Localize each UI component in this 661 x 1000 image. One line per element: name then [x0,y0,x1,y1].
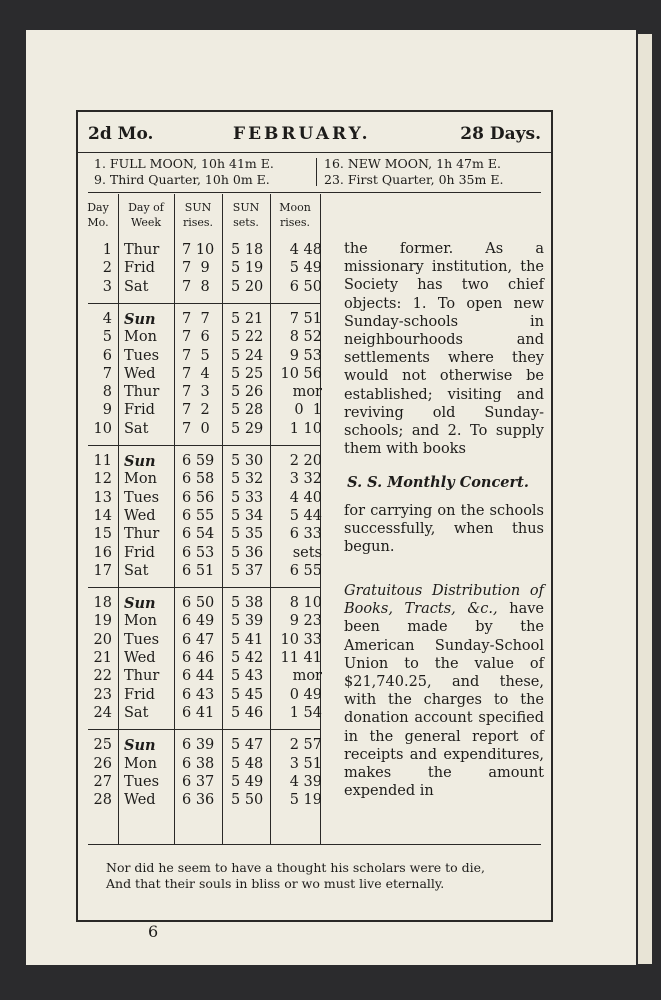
moonrise-time: 4 40 [289,489,322,506]
moonrise-time: 9 23 [289,613,322,630]
moonrise-time: 1 10 [289,420,322,437]
sunset-time: 5 26 [231,384,264,401]
moonrise-time: 2 20 [289,453,322,469]
sunset-time: 5 39 [231,613,264,630]
sunrise-time: 7 7 [182,310,210,327]
col-head-line: SUN [184,201,212,214]
calendar-frame [76,110,553,922]
sunrise-time: 7 8 [182,278,210,295]
calendar-row [78,421,320,439]
moonrise-time: 8 52 [289,329,322,346]
sunrise-time: 6 37 [182,773,215,790]
day-of-week: Mon [124,471,157,488]
sunset-time: 5 29 [231,420,264,437]
day-of-month: 13 [93,489,112,506]
sunrise-time: 6 53 [182,544,215,561]
day-of-month: 20 [93,631,112,648]
sunset-time: 5 20 [231,278,264,295]
day-of-month: 17 [93,562,112,579]
day-of-week: Mon [124,613,157,630]
moonrise-time: mor [292,384,322,401]
footer-rule [88,844,541,845]
week-separator [88,587,320,588]
verse-line: And that their souls in bliss or wo must live eternally. [106,876,445,891]
col-head-moonrise [270,200,320,230]
calendar-row [78,490,320,508]
sunset-time: 5 38 [231,595,264,612]
section-heading: S. S. Monthly Concert. [347,474,529,491]
sunrise-time: 7 3 [182,384,210,401]
month-name: FEBRUARY. [233,124,371,144]
moon-phase-line: 1. FULL MOON, 10h 41m E. [94,156,274,171]
moon-phases-right [324,156,503,188]
day-of-month: 28 [93,792,112,809]
calendar-row [78,311,320,329]
day-of-month: 5 [102,329,112,346]
moonrise-time: 6 55 [289,562,322,579]
moon-phases-left [94,156,274,188]
moonrise-time: 2 57 [289,737,322,754]
col-head-line: Moon [279,201,311,214]
calendar-row [78,705,320,723]
day-of-month: 1 [102,242,112,258]
calendar-row [78,687,320,705]
day-of-week: Frid [124,260,155,277]
day-of-week: Wed [124,650,156,666]
sunrise-time: 6 49 [182,613,215,630]
moonrise-time: 1 54 [289,704,322,721]
col-head-line: rises. [279,216,311,229]
day-of-week: Sat [124,278,149,295]
calendar-row [78,545,320,563]
moonrise-time: 5 44 [289,507,322,524]
moonrise-time: 6 50 [289,278,322,295]
day-of-week: Sat [124,562,149,579]
calendar-row [78,756,320,774]
sunset-time: 5 41 [231,631,264,648]
sunrise-time: 6 44 [182,668,215,685]
day-of-month: 11 [93,453,112,469]
calendar-row [78,384,320,402]
moonrise-time: 5 19 [289,792,322,809]
calendar-row [78,471,320,489]
sunset-time: 5 34 [231,507,264,524]
day-of-week: Wed [124,792,156,809]
sunrise-time: 7 9 [182,260,210,277]
sunset-time: 5 33 [231,489,264,506]
day-of-month: 7 [102,365,112,382]
moon-phase-line: 23. First Quarter, 0h 35m E. [324,172,504,187]
day-of-month: 9 [102,402,112,419]
day-of-week: Sun [124,595,156,613]
sunset-time: 5 43 [231,668,264,685]
paragraph-distribution [344,582,544,800]
sunset-time: 5 48 [231,755,264,772]
sunrise-time: 6 54 [182,526,215,543]
moonrise-time: 11 41 [280,650,322,666]
distribution-rest: have been made by the American Sunday-School Union to the value of $21,740.25, and these, with the charges to the donation account specified in the general report of receipts and expenditures, makes the amount expended in [344,601,544,800]
calendar-row [78,737,320,755]
page-number: 6 [148,922,159,941]
sunrise-time: 6 56 [182,489,215,506]
moonrise-time: sets [292,544,322,561]
sunrise-time: 7 2 [182,402,210,419]
calendar-row [78,632,320,650]
moonrise-time: 8 10 [289,595,322,612]
day-of-week: Sat [124,420,149,437]
day-of-week: Mon [124,329,157,346]
day-of-month: 14 [93,507,112,524]
col-head-sunset [222,200,270,230]
moonrise-time: 4 48 [289,242,322,258]
col-head-sunrise [174,200,222,230]
col-head-line: sets. [233,216,259,229]
day-of-month: 4 [102,310,112,327]
calendar-row [78,508,320,526]
moon-rule [88,192,541,193]
day-of-month: 2 [102,260,112,277]
sunrise-time: 6 51 [182,562,215,579]
sunset-time: 5 49 [231,773,264,790]
moonrise-time: 0 1 [294,402,322,419]
verse-line: Nor did he seem to have a thought his scholars were to die, [106,860,486,875]
calendar-row [78,668,320,686]
sunrise-time: 6 58 [182,471,215,488]
calendar-row [78,329,320,347]
day-of-month: 18 [93,595,112,612]
sunset-time: 5 22 [231,329,264,346]
day-of-month: 25 [93,737,112,754]
day-of-week: Mon [124,755,157,772]
moonrise-time: 10 33 [280,631,322,648]
sunset-time: 5 35 [231,526,264,543]
col-head-line: Mo. [87,216,109,229]
sunrise-time: 7 6 [182,329,210,346]
week-separator [88,445,320,446]
sunset-time: 5 50 [231,792,264,809]
day-of-month: 21 [93,650,112,666]
day-of-week: Wed [124,507,156,524]
moonrise-time: 3 32 [289,471,322,488]
paragraph-missionary: the former. As a missionary institution, the Society has two chief objects: 1. To open new Sunday-schools in neighbourhoods and settlements where they would not otherwise be established; visiting and reviving old Sunday-schools; and 2. To supply them with books [344,241,544,458]
day-of-month: 8 [102,384,112,401]
sunrise-time: 7 4 [182,365,210,382]
sunrise-time: 6 41 [182,704,215,721]
moon-phase-line: 16. NEW MOON, 1h 47m E. [324,156,501,171]
moon-phase-line: 9. Third Quarter, 10h 0m E. [94,172,270,187]
day-of-week: Thur [124,384,160,401]
col-head-line: SUN [232,201,260,214]
day-of-week: Frid [124,402,155,419]
paragraph-schools: for carrying on the schools successfully, when thus begun. [344,503,544,556]
week-separator [88,303,320,304]
distribution-lead: Gratuitous Distribution of Books, Tracts, &c., [344,583,544,618]
day-of-week: Sun [124,310,156,328]
days-count: 28 Days. [460,124,541,144]
moonrise-time: 0 49 [289,686,322,703]
calendar-row [78,366,320,384]
sunrise-time: 6 46 [182,650,215,666]
moonrise-time: 7 51 [289,310,322,327]
moonrise-time: 5 49 [289,260,322,277]
col-head-line: Week [130,216,162,229]
day-of-month: 6 [102,347,112,364]
moonrise-time: mor [292,668,322,685]
sunset-time: 5 28 [231,402,264,419]
sunset-time: 5 46 [231,704,264,721]
calendar-row [78,279,320,297]
sunset-time: 5 42 [231,650,264,666]
moonrise-time: 9 53 [289,347,322,364]
sunset-time: 5 45 [231,686,264,703]
day-of-week: Thur [124,242,160,258]
day-of-month: 16 [93,544,112,561]
day-of-month: 10 [93,420,112,437]
header-rule [78,152,551,153]
sunset-time: 5 36 [231,544,264,561]
sunrise-time: 6 36 [182,792,215,809]
day-of-month: 3 [102,278,112,295]
col-head-day [78,200,118,230]
moonrise-time: 4 39 [289,773,322,790]
day-of-month: 26 [93,755,112,772]
sunrise-time: 6 59 [182,453,215,469]
footer-verse [106,860,485,892]
sunrise-time: 7 0 [182,420,210,437]
moonrise-time: 10 56 [280,365,322,382]
calendar-row [78,650,320,668]
calendar-row [78,348,320,366]
col-head-line: rises. [182,216,214,229]
col-head-week [118,200,174,230]
sunrise-time: 6 50 [182,595,215,612]
calendar-row [78,242,320,260]
sunset-time: 5 24 [231,347,264,364]
calendar-row [78,563,320,581]
calendar-row [78,792,320,810]
facing-page-edge [638,34,652,964]
day-of-month: 12 [93,471,112,488]
moon-divider [316,158,317,186]
sunset-time: 5 32 [231,471,264,488]
sunrise-time: 7 10 [182,242,215,258]
moonrise-time: 6 33 [289,526,322,543]
day-of-week: Frid [124,686,155,703]
week-separator [88,729,320,730]
sunset-time: 5 37 [231,562,264,579]
day-of-month: 27 [93,773,112,790]
calendar-row [78,526,320,544]
sunset-time: 5 47 [231,737,264,754]
day-of-week: Tues [124,631,160,648]
day-of-week: Sun [124,453,156,470]
sunrise-time: 7 5 [182,347,210,364]
day-of-week: Tues [124,773,160,790]
day-of-week: Frid [124,544,155,561]
day-of-month: 23 [93,686,112,703]
sunrise-time: 6 38 [182,755,215,772]
day-of-month: 22 [93,668,112,685]
sunset-time: 5 30 [231,453,264,469]
moonrise-time: 3 51 [289,755,322,772]
day-of-week: Tues [124,347,160,364]
month-number: 2d Mo. [88,124,154,144]
sunset-time: 5 25 [231,365,264,382]
calendar-row [78,402,320,420]
sunrise-time: 6 55 [182,507,215,524]
col-head-line: Day of [128,201,164,214]
sunrise-time: 6 43 [182,686,215,703]
day-of-month: 19 [93,613,112,630]
day-of-week: Sat [124,704,149,721]
day-of-week: Wed [124,365,156,382]
day-of-week: Thur [124,668,160,685]
day-of-week: Sun [124,737,156,755]
calendar-row [78,613,320,631]
sunrise-time: 6 39 [182,737,215,754]
day-of-month: 15 [93,526,112,543]
sunset-time: 5 21 [231,310,264,327]
sunset-time: 5 18 [231,242,264,258]
day-of-week: Tues [124,489,160,506]
calendar-row [78,595,320,613]
calendar-row [78,774,320,792]
day-of-week: Thur [124,526,160,543]
sunrise-time: 6 47 [182,631,215,648]
col-head-line: Day [87,201,109,214]
day-of-month: 24 [93,704,112,721]
calendar-row [78,453,320,471]
sunset-time: 5 19 [231,260,264,277]
calendar-row [78,260,320,278]
